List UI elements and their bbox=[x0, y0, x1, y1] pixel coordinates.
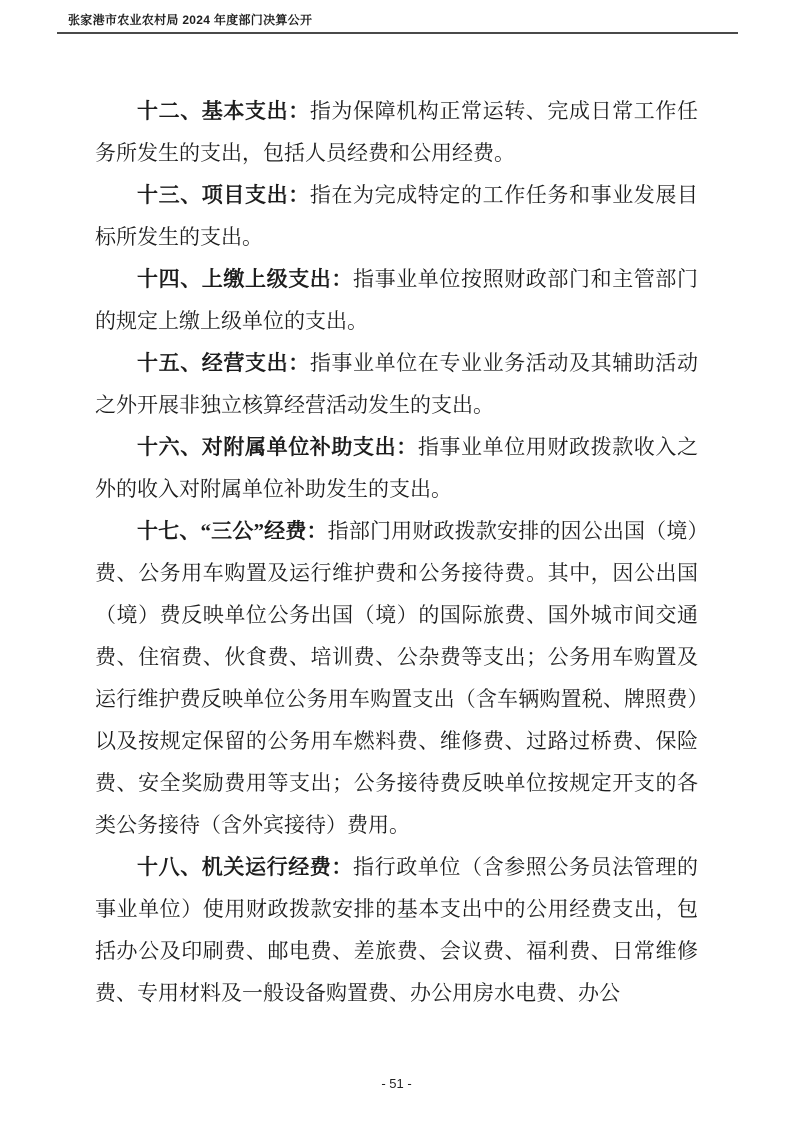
paragraph-term-label: 十四、上缴上级支出： bbox=[137, 267, 353, 291]
paragraph-term-label: 十六、对附属单位补助支出： bbox=[137, 435, 418, 459]
paragraph-term-label: 十三、项目支出： bbox=[137, 183, 310, 207]
paragraph-definition-text: 指部门用财政拨款安排的因公出国（境）费、公务用车购置及运行维护费和公务接待费。其中，因公出国（境）费反映单位公务出国（境）的国际旅费、国外城市间交通费、住宿费、伙食费、培训费、公杂费等支出；公务用车购置及运行维护费反映单位公务用车购置支出（含车辆购置税、牌照费）以及按规定保留的公务用车燃料费、维修费、过路过桥费、保险费、安全奖励费用等支出；公务接待费反映单位按规定开支的各类公务接待（含外宾接待）费用。 bbox=[95, 519, 699, 837]
definition-paragraph bbox=[95, 846, 698, 1014]
paragraph-term-label: 十五、经营支出： bbox=[137, 351, 310, 375]
definition-paragraph bbox=[95, 174, 698, 258]
paragraph-definition-text: 指在为完成特定的工作任务和事业发展目标所发生的支出。 bbox=[95, 183, 699, 249]
header-rule bbox=[57, 32, 738, 34]
definition-paragraph bbox=[95, 426, 698, 510]
paragraph-definition-text: 指事业单位在专业业务活动及其辅助活动之外开展非独立核算经营活动发生的支出。 bbox=[95, 351, 699, 417]
definition-paragraph bbox=[95, 90, 698, 174]
document-body bbox=[95, 90, 698, 1014]
definition-paragraph bbox=[95, 510, 698, 846]
paragraph-term-label: 十八、机关运行经费： bbox=[137, 855, 353, 879]
paragraph-definition-text: 指行政单位（含参照公务员法管理的事业单位）使用财政拨款安排的基本支出中的公用经费支出，包括办公及印刷费、邮电费、差旅费、会议费、福利费、日常维修费、专用材料及一般设备购置费、办公用房水电费、办公 bbox=[95, 855, 698, 1005]
page-number: - 51 - bbox=[381, 1076, 412, 1091]
paragraph-term-label: 十七、“三公”经费： bbox=[137, 519, 328, 543]
paragraph-definition-text: 指为保障机构正常运转、完成日常工作任务所发生的支出，包括人员经费和公用经费。 bbox=[95, 99, 699, 165]
definition-paragraph bbox=[95, 342, 698, 426]
document-header bbox=[68, 11, 312, 28]
definition-paragraph bbox=[95, 258, 698, 342]
paragraph-definition-text: 指事业单位按照财政部门和主管部门的规定上缴上级单位的支出。 bbox=[95, 267, 698, 333]
paragraph-term-label: 十二、基本支出： bbox=[137, 99, 310, 123]
document-footer bbox=[0, 1076, 793, 1091]
header-title: 张家港市农业农村局 2024 年度部门决算公开 bbox=[68, 13, 313, 27]
paragraph-definition-text: 指事业单位用财政拨款收入之外的收入对附属单位补助发生的支出。 bbox=[95, 435, 699, 501]
